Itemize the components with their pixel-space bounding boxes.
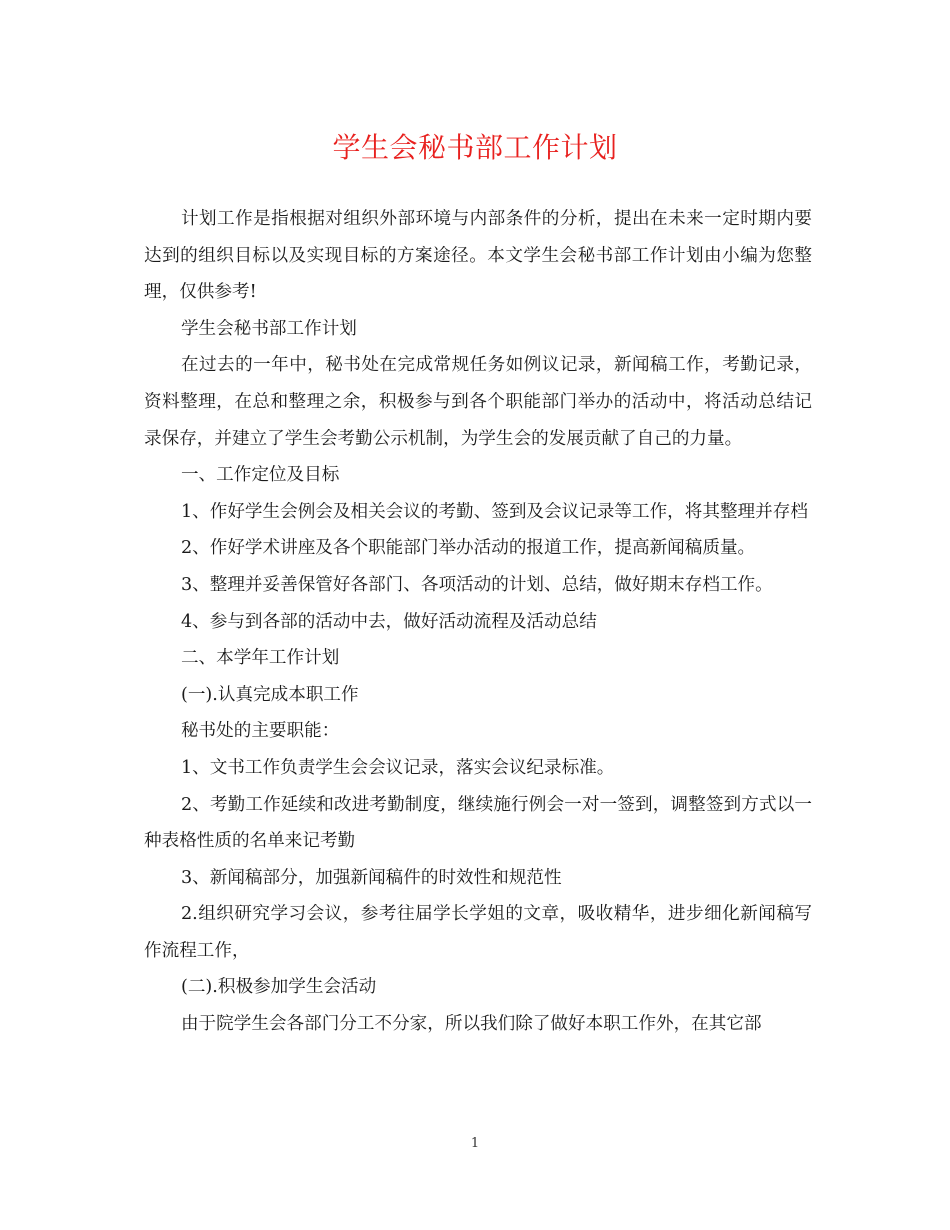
document-body [144, 201, 812, 1043]
list-item: 3、新闻稿部分，加强新闻稿件的时效性和规范性 [180, 867, 562, 888]
paragraph: 秘书处的主要职能： [180, 721, 340, 742]
list-item: 2、作好学术讲座及各个职能部门举办活动的报道工作，提高新闻稿质量。 [180, 538, 756, 559]
list-item: 2、考勤工作延续和改进考勤制度，继续施行例会一对一签到，调整签到方式以一种表格性质的名单来记考勤 [144, 794, 812, 852]
section-heading: 学生会秘书部工作计划 [180, 318, 357, 339]
section-heading: 二、本学年工作计划 [180, 648, 340, 669]
page-number: 1 [470, 1136, 480, 1151]
list-item: 1、作好学生会例会及相关会议的考勤、签到及会议记录等工作，将其整理并存档 [180, 501, 808, 522]
list-item: 4、参与到各部的活动中去，做好活动流程及活动总结 [180, 611, 597, 632]
subsection-heading: (二).积极参加学生会活动 [180, 977, 377, 998]
paragraph: 由于院学生会各部门分工不分家，所以我们除了做好本职工作外，在其它部 [180, 1014, 762, 1035]
document-title: 学生会秘书部工作计划 [332, 131, 618, 164]
list-item: 2.组织研究学习会议，参考往届学长学姐的文章，吸收精华，进步细化新闻稿写作流程工作， [144, 904, 812, 961]
paragraph: 计划工作是指根据对组织外部环境与内部条件的分析，提出在未来一定时期内要达到的组织目标以及实现目标的方案途径。本文学生会秘书部工作计划由小编为您整理，仅供参考! [144, 209, 812, 303]
paragraph: 在过去的一年中，秘书处在完成常规任务如例议记录，新闻稿工作，考勤记录，资料整理，在总和整理之余，积极参与到各个职能部门举办的活动中，将活动总结记录保存，并建立了学生会考勤公示机制，为学生会的发展贡献了自己的力量。 [144, 355, 812, 449]
list-item: 1、文书工作负责学生会会议记录，落实会议纪录标准。 [180, 757, 615, 778]
subsection-heading: (一).认真完成本职工作 [180, 684, 359, 705]
list-item: 3、整理并妥善保管好各部门、各项活动的计划、总结，做好期末存档工作。 [180, 574, 773, 595]
section-heading: 一、工作定位及目标 [180, 465, 340, 486]
